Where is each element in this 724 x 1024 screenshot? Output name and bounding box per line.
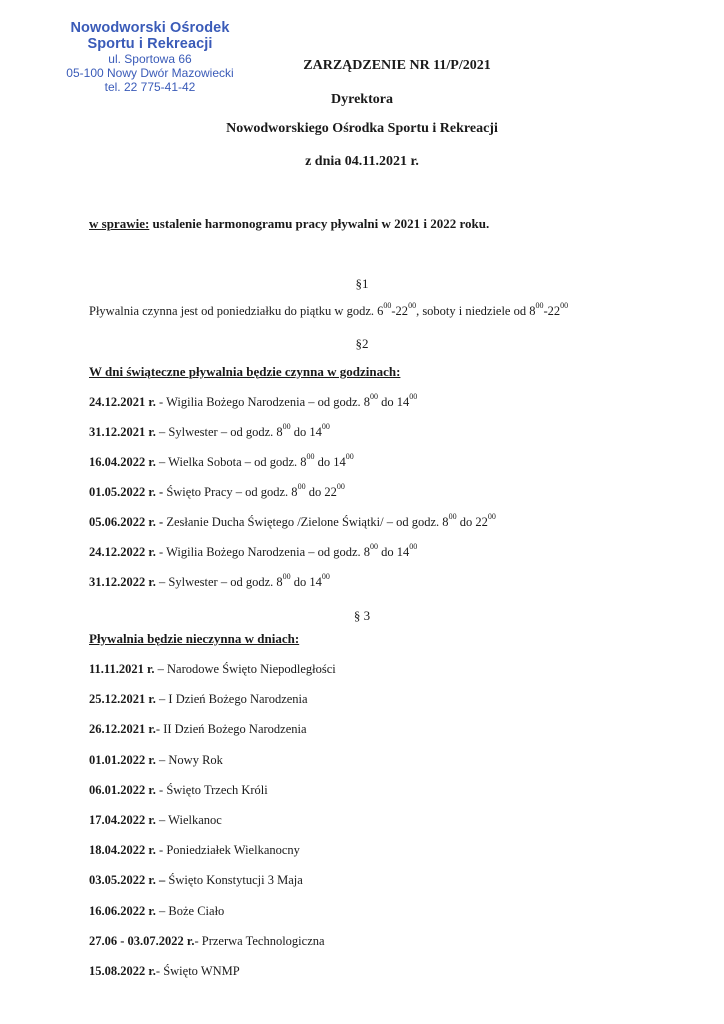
holiday-date: 24.12.2021 r. xyxy=(89,395,156,409)
hour-sup: 00 xyxy=(321,572,330,581)
hour-sup: 00 xyxy=(336,482,345,491)
holiday-desc: Święto Pracy – od godz. 8 xyxy=(163,485,298,499)
document-title: ZARZĄDZENIE NR 11/P/2021 xyxy=(303,58,491,73)
closed-desc: - Święto Trzech Króli xyxy=(155,782,268,797)
holiday-date: 31.12.2022 r. xyxy=(89,575,156,589)
section-2-mark: §2 xyxy=(355,336,369,351)
holiday-desc: Zesłanie Ducha Świętego /Zielone Świątki/ – od godz. 8 xyxy=(163,515,449,529)
stamp-line-2: Sportu i Rekreacji xyxy=(87,36,213,52)
closed-desc: Święto Konstytucji 3 Maja xyxy=(165,873,303,888)
closed-day-item xyxy=(89,662,336,677)
closed-date: 01.01.2022 r. xyxy=(89,752,156,767)
section-1-text: Pływalnia czynna jest od poniedziałku do piątku w godz. $6^{00}-22^{00}$, soboty i niedziele od $8^{00}-22^{00}$ xyxy=(89,301,569,318)
header-line-3: Nowodworskiego Ośrodka Sportu i Rekreacji xyxy=(226,121,498,136)
holiday-desc: - Wigilia Bożego Narodzenia – od godz. 8 xyxy=(155,395,371,409)
holiday-date: 31.12.2021 r. xyxy=(89,425,156,439)
closed-desc: – Nowy Rok xyxy=(155,752,223,767)
closed-desc: – Wielkanoc xyxy=(155,813,222,827)
closed-date: 27.06 - 03.07.2022 r. xyxy=(89,933,195,948)
open-holiday-item xyxy=(89,542,418,560)
hour-sup: 00 xyxy=(409,542,418,551)
open-holiday-item xyxy=(89,512,496,530)
holiday-date: 16.04.2022 r. xyxy=(89,455,156,469)
section-3-mark: § 3 xyxy=(353,608,371,623)
closed-day-item xyxy=(89,934,325,949)
closed-date: 03.05.2022 r. – xyxy=(89,873,166,888)
closed-desc: - Poniedziałek Wielkanocny xyxy=(155,843,300,858)
hour-sup: 00 xyxy=(409,392,418,401)
hour-sup: 00 xyxy=(370,542,379,551)
closed-day-item xyxy=(89,843,300,858)
open-holiday-item xyxy=(89,482,345,500)
holiday-to: do 14 xyxy=(290,575,322,589)
closed-date: 11.11.2021 r. xyxy=(89,662,155,676)
hour-sup: 00 xyxy=(306,452,315,461)
hour-sup: 00 xyxy=(321,422,330,431)
hour-sup: 00 xyxy=(297,482,306,491)
closed-desc: - Przerwa Technologiczna xyxy=(194,933,325,948)
stamp-street: ul. Sportowa 66 xyxy=(108,52,192,66)
holiday-desc: – Sylwester – od godz. 8 xyxy=(155,425,283,439)
holiday-date: 24.12.2022 r. xyxy=(89,545,156,559)
holiday-to: do 14 xyxy=(290,425,322,439)
hour-sup: 00 xyxy=(370,392,379,401)
closed-date: 16.06.2022 r. xyxy=(89,903,156,918)
stamp-line-1: Nowodworski Ośrodek xyxy=(70,20,230,36)
closed-day-item xyxy=(89,783,268,798)
stamp-phone: tel. 22 775-41-42 xyxy=(104,80,196,94)
closed-date: 25.12.2021 r. xyxy=(89,692,156,707)
closed-day-item xyxy=(89,722,307,737)
closed-day-item xyxy=(89,964,240,979)
closed-desc: – Boże Ciało xyxy=(155,903,225,918)
closed-day-item xyxy=(89,813,222,828)
closed-desc: – I Dzień Bożego Narodzenia xyxy=(155,692,308,707)
open-holiday-item xyxy=(89,422,330,440)
header-line-2: Dyrektora xyxy=(331,92,393,107)
hour-sup: 00 xyxy=(487,512,496,521)
subject-label: w sprawie: xyxy=(89,216,150,231)
holiday-to: do 22 xyxy=(456,515,488,529)
subject-text: ustalenie harmonogramu pracy pływalni w 2021 i 2022 roku. xyxy=(149,216,490,231)
holiday-date: 01.05.2022 r. - xyxy=(89,485,164,499)
section-2-heading: W dni świąteczne pływalnia będzie czynna w godzinach: xyxy=(89,364,401,379)
closed-date: 06.01.2022 r. xyxy=(89,782,156,797)
closed-day-item xyxy=(89,753,223,768)
holiday-date: 05.06.2022 r. - xyxy=(89,515,164,529)
holiday-to: do 22 xyxy=(305,485,337,499)
open-holiday-item xyxy=(89,572,330,590)
closed-day-item xyxy=(89,692,308,707)
closed-desc: – Narodowe Święto Niepodległości xyxy=(154,662,336,676)
closed-day-item xyxy=(89,904,224,919)
hour-sup: 00 xyxy=(448,512,457,521)
section-3-heading: Pływalnia będzie nieczynna w dniach: xyxy=(89,631,300,646)
closed-date: 15.08.2022 r. xyxy=(89,964,156,978)
hour-sup: 00 xyxy=(282,422,291,431)
open-holiday-item xyxy=(89,392,418,410)
holiday-desc: – Sylwester – od godz. 8 xyxy=(155,575,283,589)
stamp-city: 05-100 Nowy Dwór Mazowiecki xyxy=(66,66,234,80)
hour-sup: 00 xyxy=(345,452,354,461)
header-date: z dnia 04.11.2021 r. xyxy=(305,154,419,169)
holiday-desc: - Wigilia Bożego Narodzenia – od godz. 8 xyxy=(155,545,371,559)
closed-date: 26.12.2021 r. xyxy=(89,722,156,737)
holiday-to: do 14 xyxy=(314,455,346,469)
holiday-to: do 14 xyxy=(378,545,410,559)
holiday-desc: – Wielka Sobota – od godz. 8 xyxy=(155,455,307,469)
closed-desc: - II Dzień Bożego Narodzenia xyxy=(155,722,307,737)
subject-line xyxy=(89,216,489,232)
closed-desc: - Święto WNMP xyxy=(155,964,240,978)
closed-day-item xyxy=(89,873,303,888)
section-1-mark: §1 xyxy=(355,276,369,291)
closed-date: 17.04.2022 r. xyxy=(89,813,156,827)
institution-stamp xyxy=(60,20,240,94)
closed-date: 18.04.2022 r. xyxy=(89,843,156,858)
hour-sup: 00 xyxy=(282,572,291,581)
open-holiday-item xyxy=(89,452,354,470)
holiday-to: do 14 xyxy=(378,395,410,409)
